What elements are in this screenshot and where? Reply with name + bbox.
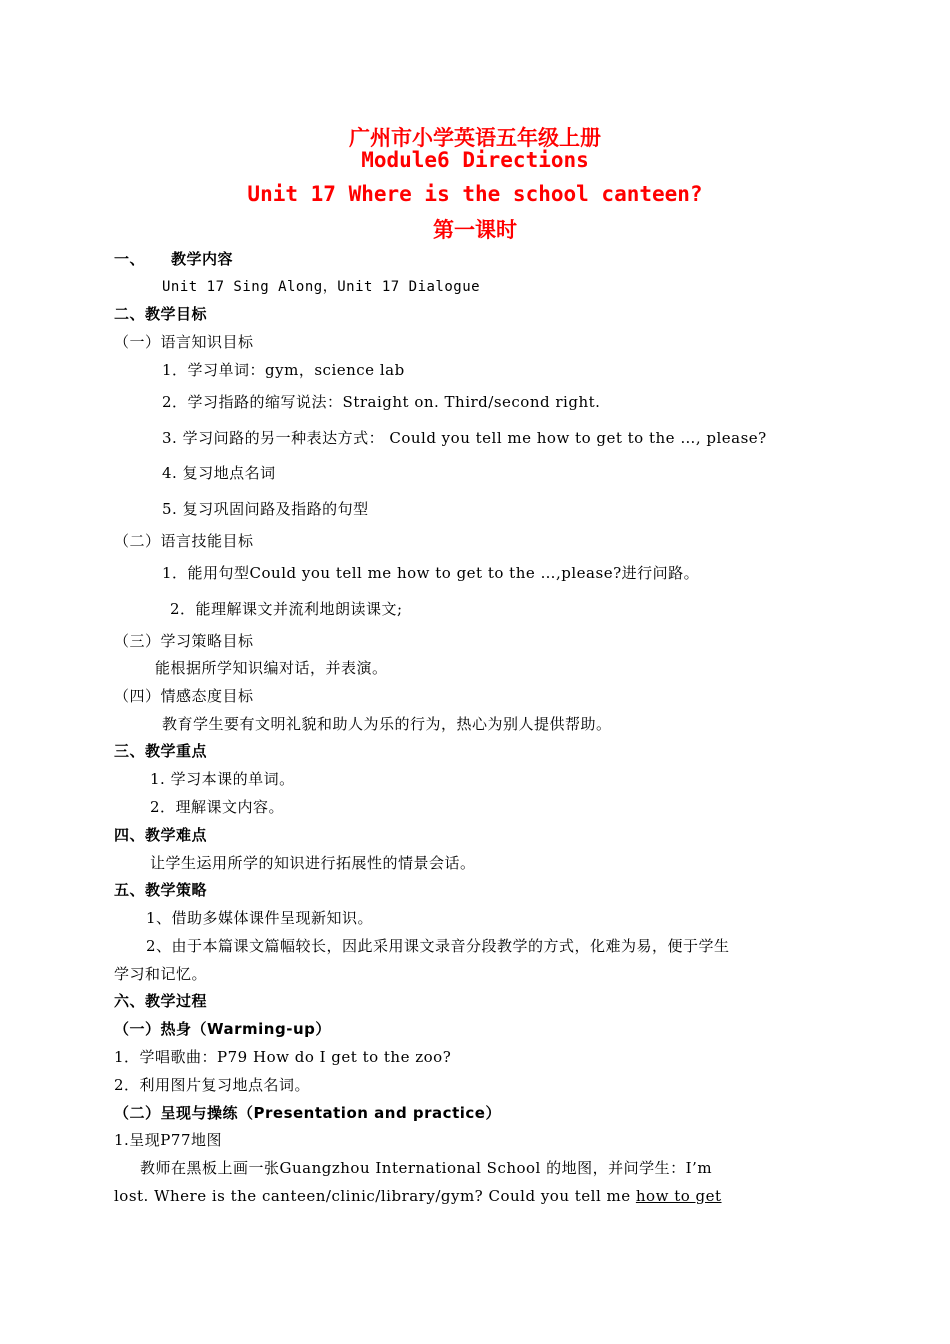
title-grade: 广州市小学英语五年级上册: [349, 126, 601, 150]
list-item: 2．学习指路的缩写说法：Straight on. Third/second right.: [162, 393, 601, 411]
section1-heading: 教学内容: [171, 250, 234, 268]
section4-content: 让学生运用所学的知识进行拓展性的情景会话。: [150, 854, 476, 872]
list-item: 2．能理解课文并流利地朗读课文;: [170, 600, 403, 618]
paragraph-line: [114, 1186, 722, 1206]
section2-sub4-heading: （四）情感态度目标: [114, 687, 254, 705]
list-item: 2．利用图片复习地点名词。: [114, 1076, 311, 1094]
underlined-text: how to get: [635, 1187, 722, 1205]
section2-sub1-heading: （一）语言知识目标: [114, 333, 254, 351]
title-module: Module6 Directions: [361, 148, 589, 172]
list-item: 1、借助多媒体课件呈现新知识。: [146, 909, 374, 927]
section3-heading: 三、教学重点: [114, 742, 208, 760]
list-item-continued: 学习和记忆。: [114, 965, 208, 983]
title-lesson: 第一课时: [433, 218, 517, 242]
list-item: 5. 复习巩固问路及指路的句型: [162, 500, 369, 518]
section2-sub3-content: 能根据所学知识编对话，并表演。: [155, 659, 388, 677]
list-item: 4. 复习地点名词: [162, 464, 276, 482]
list-item: 1．能用句型Could you tell me how to get to the …,please?进行问路。: [162, 564, 700, 582]
list-item: 1.呈现P77地图: [114, 1131, 222, 1149]
list-item: 3. 学习问路的另一种表达方式： Could you tell me how to get to the …, please?: [162, 429, 767, 447]
paragraph-line: 教师在黑板上画一张Guangzhou International School 的地图，并问学生：I’m: [140, 1159, 713, 1177]
section6-sub2-heading: （二）呈现与操练（Presentation and practice）: [114, 1104, 501, 1122]
list-item: 1．学唱歌曲：P79 How do I get to the zoo?: [114, 1048, 452, 1066]
list-item: 1．学习单词：gym，science lab: [162, 361, 405, 379]
paragraph-text: lost. Where is the canteen/clinic/library/gym? Could you tell me: [114, 1187, 636, 1205]
section2-heading: 二、教学目标: [114, 305, 208, 323]
section2-sub2-heading: （二）语言技能目标: [114, 532, 254, 550]
section1-content: Unit 17 Sing Along，Unit 17 Dialogue: [162, 279, 481, 295]
section6-heading: 六、教学过程: [114, 992, 208, 1010]
section2-sub3-heading: （三）学习策略目标: [114, 632, 254, 650]
section4-heading: 四、教学难点: [114, 826, 208, 844]
title-unit: Unit 17 Where is the school canteen?: [247, 182, 703, 206]
list-item: 2、由于本篇课文篇幅较长，因此采用课文录音分段教学的方式，化难为易，便于学生: [146, 937, 730, 955]
section5-heading: 五、教学策略: [114, 881, 208, 899]
list-item: 1. 学习本课的单词。: [150, 770, 295, 788]
section2-sub4-content: 教育学生要有文明礼貌和助人为乐的行为，热心为别人提供帮助。: [162, 715, 612, 733]
section6-sub1-heading: （一）热身（Warming-up）: [114, 1020, 331, 1038]
section1-number: 一、: [114, 250, 146, 268]
list-item: 2．理解课文内容。: [150, 798, 285, 816]
